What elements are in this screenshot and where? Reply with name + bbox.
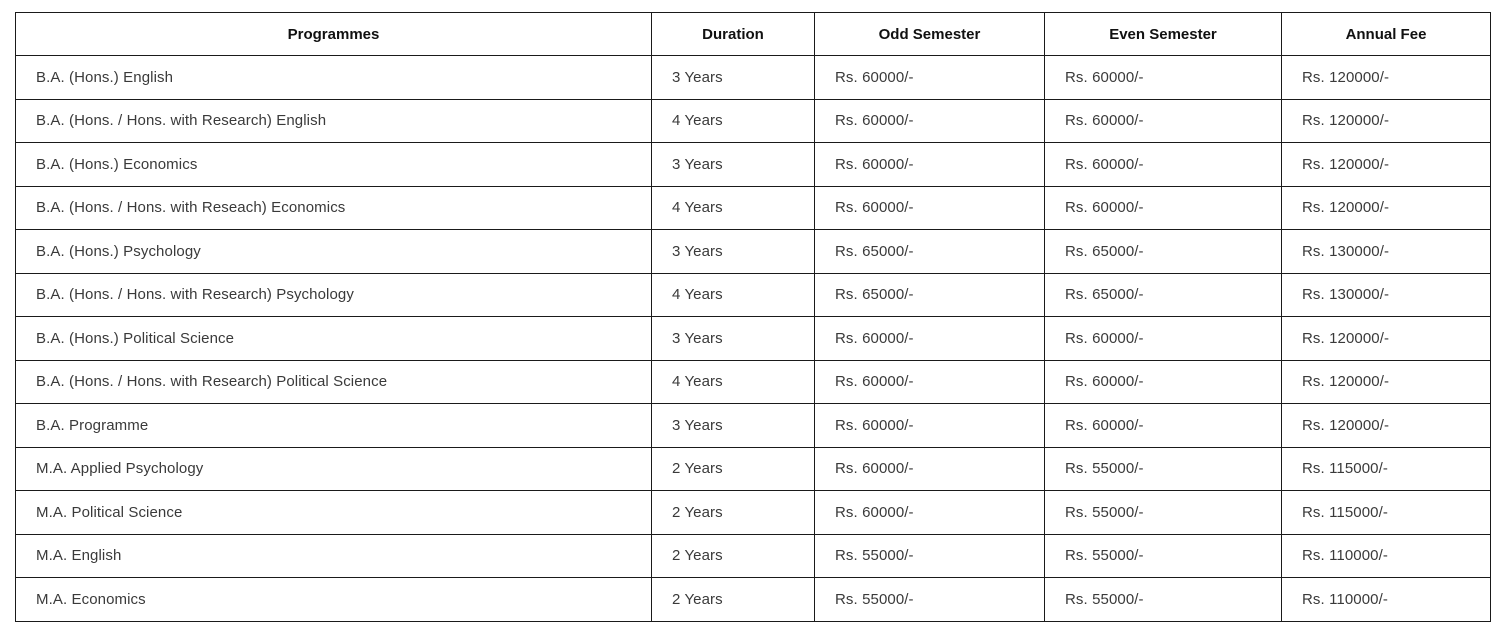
table-row: [16, 360, 1491, 404]
even-semester-cell: Rs. 60000/-: [1045, 143, 1282, 187]
duration-cell: 2 Years: [652, 578, 815, 622]
header-annual-fee: Annual Fee: [1282, 13, 1491, 56]
duration-cell: 2 Years: [652, 491, 815, 535]
even-semester-cell: Rs. 60000/-: [1045, 317, 1282, 361]
odd-semester-cell: Rs. 60000/-: [815, 56, 1045, 100]
even-semester-cell: Rs. 55000/-: [1045, 447, 1282, 491]
even-semester-cell: Rs. 60000/-: [1045, 99, 1282, 143]
duration-cell: 2 Years: [652, 534, 815, 578]
programme-cell: M.A. Political Science: [16, 491, 652, 535]
even-semester-cell: Rs. 55000/-: [1045, 534, 1282, 578]
table-row: [16, 491, 1491, 535]
odd-semester-cell: Rs. 60000/-: [815, 186, 1045, 230]
annual-fee-cell: Rs. 120000/-: [1282, 143, 1491, 187]
duration-cell: 3 Years: [652, 317, 815, 361]
programme-cell: B.A. (Hons.) English: [16, 56, 652, 100]
annual-fee-cell: Rs. 110000/-: [1282, 534, 1491, 578]
fee-table: [15, 12, 1491, 622]
annual-fee-cell: Rs. 120000/-: [1282, 404, 1491, 448]
programme-cell: B.A. (Hons. / Hons. with Research) English: [16, 99, 652, 143]
programme-cell: B.A. (Hons.) Economics: [16, 143, 652, 187]
annual-fee-cell: Rs. 110000/-: [1282, 578, 1491, 622]
duration-cell: 2 Years: [652, 447, 815, 491]
programme-cell: M.A. Applied Psychology: [16, 447, 652, 491]
header-even-semester: Even Semester: [1045, 13, 1282, 56]
table-row: [16, 578, 1491, 622]
duration-cell: 3 Years: [652, 56, 815, 100]
even-semester-cell: Rs. 60000/-: [1045, 404, 1282, 448]
table-row: [16, 143, 1491, 187]
header-duration: Duration: [652, 13, 815, 56]
table-row: [16, 317, 1491, 361]
duration-cell: 4 Years: [652, 186, 815, 230]
table-row: [16, 99, 1491, 143]
table-row: [16, 447, 1491, 491]
annual-fee-cell: Rs. 115000/-: [1282, 447, 1491, 491]
even-semester-cell: Rs. 65000/-: [1045, 273, 1282, 317]
table-body: [16, 56, 1491, 622]
annual-fee-cell: Rs. 120000/-: [1282, 186, 1491, 230]
duration-cell: 3 Years: [652, 143, 815, 187]
duration-cell: 4 Years: [652, 99, 815, 143]
table-row: [16, 534, 1491, 578]
odd-semester-cell: Rs. 65000/-: [815, 230, 1045, 274]
even-semester-cell: Rs. 60000/-: [1045, 56, 1282, 100]
annual-fee-cell: Rs. 120000/-: [1282, 99, 1491, 143]
odd-semester-cell: Rs. 60000/-: [815, 317, 1045, 361]
annual-fee-cell: Rs. 130000/-: [1282, 273, 1491, 317]
table-header-row: [16, 13, 1491, 56]
programme-cell: B.A. (Hons.) Psychology: [16, 230, 652, 274]
programme-cell: M.A. English: [16, 534, 652, 578]
annual-fee-cell: Rs. 120000/-: [1282, 56, 1491, 100]
table-row: [16, 230, 1491, 274]
duration-cell: 4 Years: [652, 360, 815, 404]
even-semester-cell: Rs. 55000/-: [1045, 491, 1282, 535]
odd-semester-cell: Rs. 60000/-: [815, 143, 1045, 187]
programme-cell: B.A. (Hons. / Hons. with Research) Political Science: [16, 360, 652, 404]
programme-cell: B.A. Programme: [16, 404, 652, 448]
even-semester-cell: Rs. 55000/-: [1045, 578, 1282, 622]
odd-semester-cell: Rs. 60000/-: [815, 491, 1045, 535]
programme-cell: B.A. (Hons.) Political Science: [16, 317, 652, 361]
header-programmes: Programmes: [16, 13, 652, 56]
odd-semester-cell: Rs. 55000/-: [815, 578, 1045, 622]
annual-fee-cell: Rs. 115000/-: [1282, 491, 1491, 535]
table-row: [16, 404, 1491, 448]
odd-semester-cell: Rs. 60000/-: [815, 99, 1045, 143]
duration-cell: 3 Years: [652, 404, 815, 448]
odd-semester-cell: Rs. 60000/-: [815, 404, 1045, 448]
odd-semester-cell: Rs. 60000/-: [815, 447, 1045, 491]
table-row: [16, 186, 1491, 230]
header-odd-semester: Odd Semester: [815, 13, 1045, 56]
table-row: [16, 273, 1491, 317]
annual-fee-cell: Rs. 120000/-: [1282, 360, 1491, 404]
odd-semester-cell: Rs. 65000/-: [815, 273, 1045, 317]
table-row: [16, 56, 1491, 100]
programme-cell: B.A. (Hons. / Hons. with Research) Psychology: [16, 273, 652, 317]
even-semester-cell: Rs. 65000/-: [1045, 230, 1282, 274]
annual-fee-cell: Rs. 130000/-: [1282, 230, 1491, 274]
odd-semester-cell: Rs. 60000/-: [815, 360, 1045, 404]
programme-cell: M.A. Economics: [16, 578, 652, 622]
programme-cell: B.A. (Hons. / Hons. with Reseach) Economics: [16, 186, 652, 230]
duration-cell: 3 Years: [652, 230, 815, 274]
even-semester-cell: Rs. 60000/-: [1045, 186, 1282, 230]
odd-semester-cell: Rs. 55000/-: [815, 534, 1045, 578]
annual-fee-cell: Rs. 120000/-: [1282, 317, 1491, 361]
duration-cell: 4 Years: [652, 273, 815, 317]
even-semester-cell: Rs. 60000/-: [1045, 360, 1282, 404]
